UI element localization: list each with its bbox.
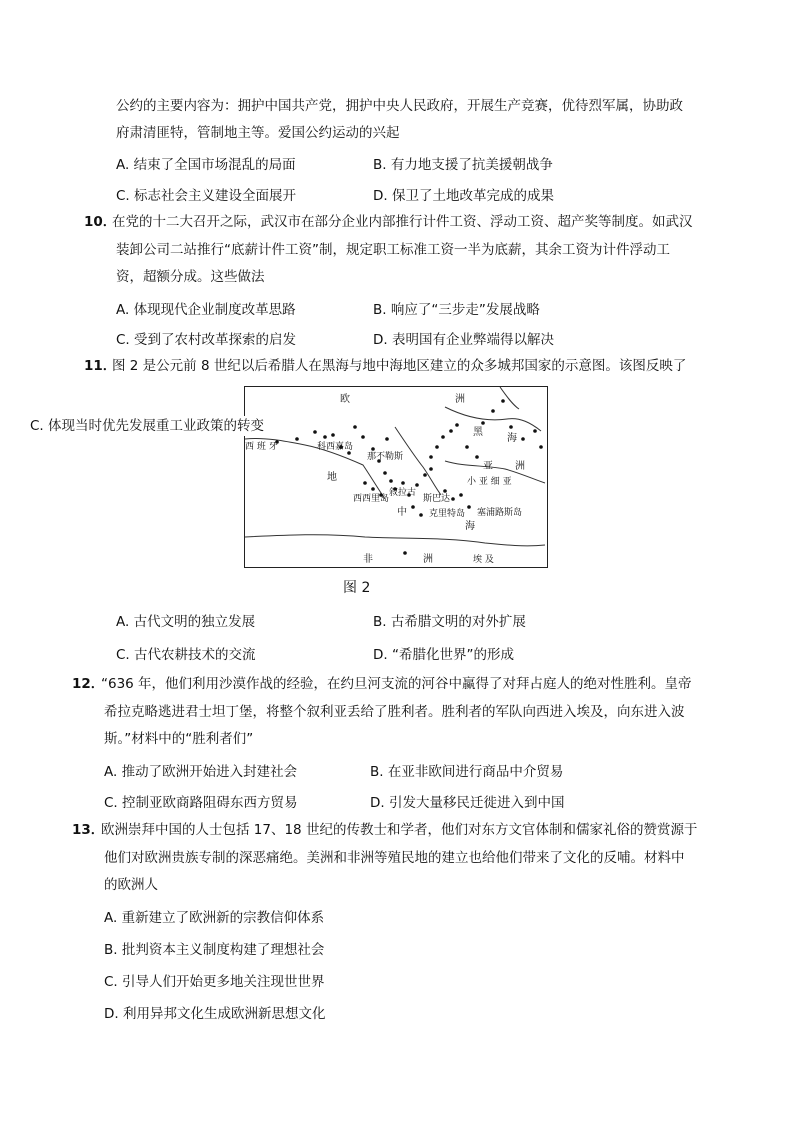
q10-option-d: D. 表明国有企业弊端得以解决 — [373, 332, 554, 348]
q9-stem-line-2: 府肃清匪特，管制地主等。爱国公约运动的兴起 — [116, 125, 400, 141]
q9-option-d: D. 保卫了土地改革完成的成果 — [373, 188, 554, 204]
map-label-sicily: 西西里岛 — [353, 494, 390, 504]
map-label-crete: 克里特岛 — [429, 509, 466, 519]
q12-option-c: C. 控制亚欧商路阻碍东西方贸易 — [104, 795, 298, 811]
q11-option-c: C. 古代农耕技术的交流 — [116, 647, 256, 663]
q13-option-a: A. 重新建立了欧洲新的宗教信仰体系 — [104, 910, 325, 926]
q11-option-b: B. 古希腊文明的对外扩展 — [373, 614, 526, 630]
map-label-europe-2: 洲 — [455, 394, 465, 405]
coast-africa — [245, 535, 545, 546]
greek-colonies-map — [244, 386, 548, 568]
q12-number: 12． — [72, 676, 105, 692]
q10-option-c: C. 受到了农村改革探索的启发 — [116, 332, 297, 348]
figure-caption: 图 2 — [343, 580, 371, 596]
map-label-sea: 海 — [507, 433, 517, 444]
map-label-africa-1: 非 — [363, 554, 373, 565]
map-graphic — [245, 387, 547, 567]
map-label-asia-minor: 小 亚 细 亚 — [467, 477, 512, 487]
map-label-europe-1: 欧 — [340, 394, 350, 405]
q13-stem-line-3: 的欧洲人 — [104, 877, 158, 893]
q11-stray-option-overlay: C. 体现当时优先发展重工业政策的转变 — [30, 418, 265, 434]
map-label-naples: 那不勒斯 — [367, 452, 404, 462]
coast-east — [500, 387, 519, 409]
q9-option-c: C. 标志社会主义建设全面展开 — [116, 188, 297, 204]
q11-stem-line-1: 图 2 是公元前 8 世纪以后希腊人在黑海与地中海地区建立的众多城邦国家的示意图。该图反映了 — [112, 358, 687, 374]
q9-option-b: B. 有力地支援了抗美援朝战争 — [373, 157, 553, 173]
q12-stem-line-3: 斯。”材料中的“胜利者们” — [104, 731, 254, 747]
q13-number: 13． — [72, 822, 105, 838]
map-label-cyprus: 塞浦路斯岛 — [477, 508, 523, 518]
q13-option-d: D. 利用异邦文化生成欧洲新思想文化 — [104, 1006, 326, 1022]
q13-option-c: C. 引导人们开始更多地关注现世世界 — [104, 974, 325, 990]
map-label-asia-2: 洲 — [515, 461, 525, 472]
q10-option-a: A. 体现现代企业制度改革思路 — [116, 302, 296, 318]
q10-number: 10． — [84, 214, 117, 230]
q11-number: 11． — [84, 358, 117, 374]
q10-stem-line-2: 装卸公司二站推行“底薪计件工资”制，规定职工标准工资一半为底薪，其余工资为计件浮动工 — [116, 242, 670, 258]
q12-option-b: B. 在亚非欧间进行商品中介贸易 — [370, 764, 564, 780]
q12-stem-line-2: 希拉克略逃进君士坦丁堡，将整个叙利亚丢给了胜利者。胜利者的军队向西进入埃及，向东进入波 — [104, 704, 685, 720]
q11-option-a: A. 古代文明的独立发展 — [116, 614, 256, 630]
q10-stem-line-3: 资，超额分成。这些做法 — [116, 269, 265, 285]
map-label-taranto: 叙拉古 — [389, 488, 417, 498]
map-label-spain: 西 班 牙 — [245, 442, 278, 452]
q10-stem-line-1: 在党的十二大召开之际，武汉市在部分企业内部推行计件工资、浮动工资、超产奖等制度。如武汉 — [112, 214, 693, 230]
q12-option-a: A. 推动了欧洲开始进入封建社会 — [104, 764, 298, 780]
map-label-africa-2: 洲 — [423, 554, 433, 565]
map-label-black: 黑 — [473, 427, 483, 438]
map-label-sparta: 斯巴达 — [423, 494, 451, 504]
map-label-sea-2: 海 — [465, 521, 475, 532]
map-label-egypt: 埃 及 — [473, 555, 494, 565]
q13-stem-line-1: 欧洲崇拜中国的人士包括 17、18 世纪的传教士和学者，他们对东方文官体制和儒家礼俗的赞赏源于 — [101, 822, 698, 838]
map-label-mid: 中 — [397, 507, 407, 518]
map-label-land: 地 — [327, 472, 337, 483]
q9-option-a: A. 结束了全国市场混乱的局面 — [116, 157, 296, 173]
q12-stem-line-1: “636 年，他们利用沙漠作战的经验，在约旦河支流的河谷中赢得了对拜占庭人的绝对性胜利。皇帝 — [101, 676, 692, 692]
q10-option-b: B. 响应了“三步走”发展战略 — [373, 302, 540, 318]
q11-option-d: D. “希腊化世界”的形成 — [373, 647, 514, 663]
map-label-asia-1: 亚 — [483, 461, 493, 472]
q12-option-d: D. 引发大量移民迁徙进入到中国 — [370, 795, 565, 811]
q13-stem-line-2: 他们对欧洲贵族专制的深恶痛绝。美洲和非洲等殖民地的建立也给他们带来了文化的反哺。材料中 — [104, 850, 685, 866]
q13-option-b: B. 批判资本主义制度构建了理想社会 — [104, 942, 325, 958]
q9-stem-line-1: 公约的主要内容为：拥护中国共产党，拥护中央人民政府，开展生产竞赛，优待烈军属，协助政 — [116, 98, 683, 114]
map-label-corsica: 科西嘉岛 — [317, 442, 354, 452]
